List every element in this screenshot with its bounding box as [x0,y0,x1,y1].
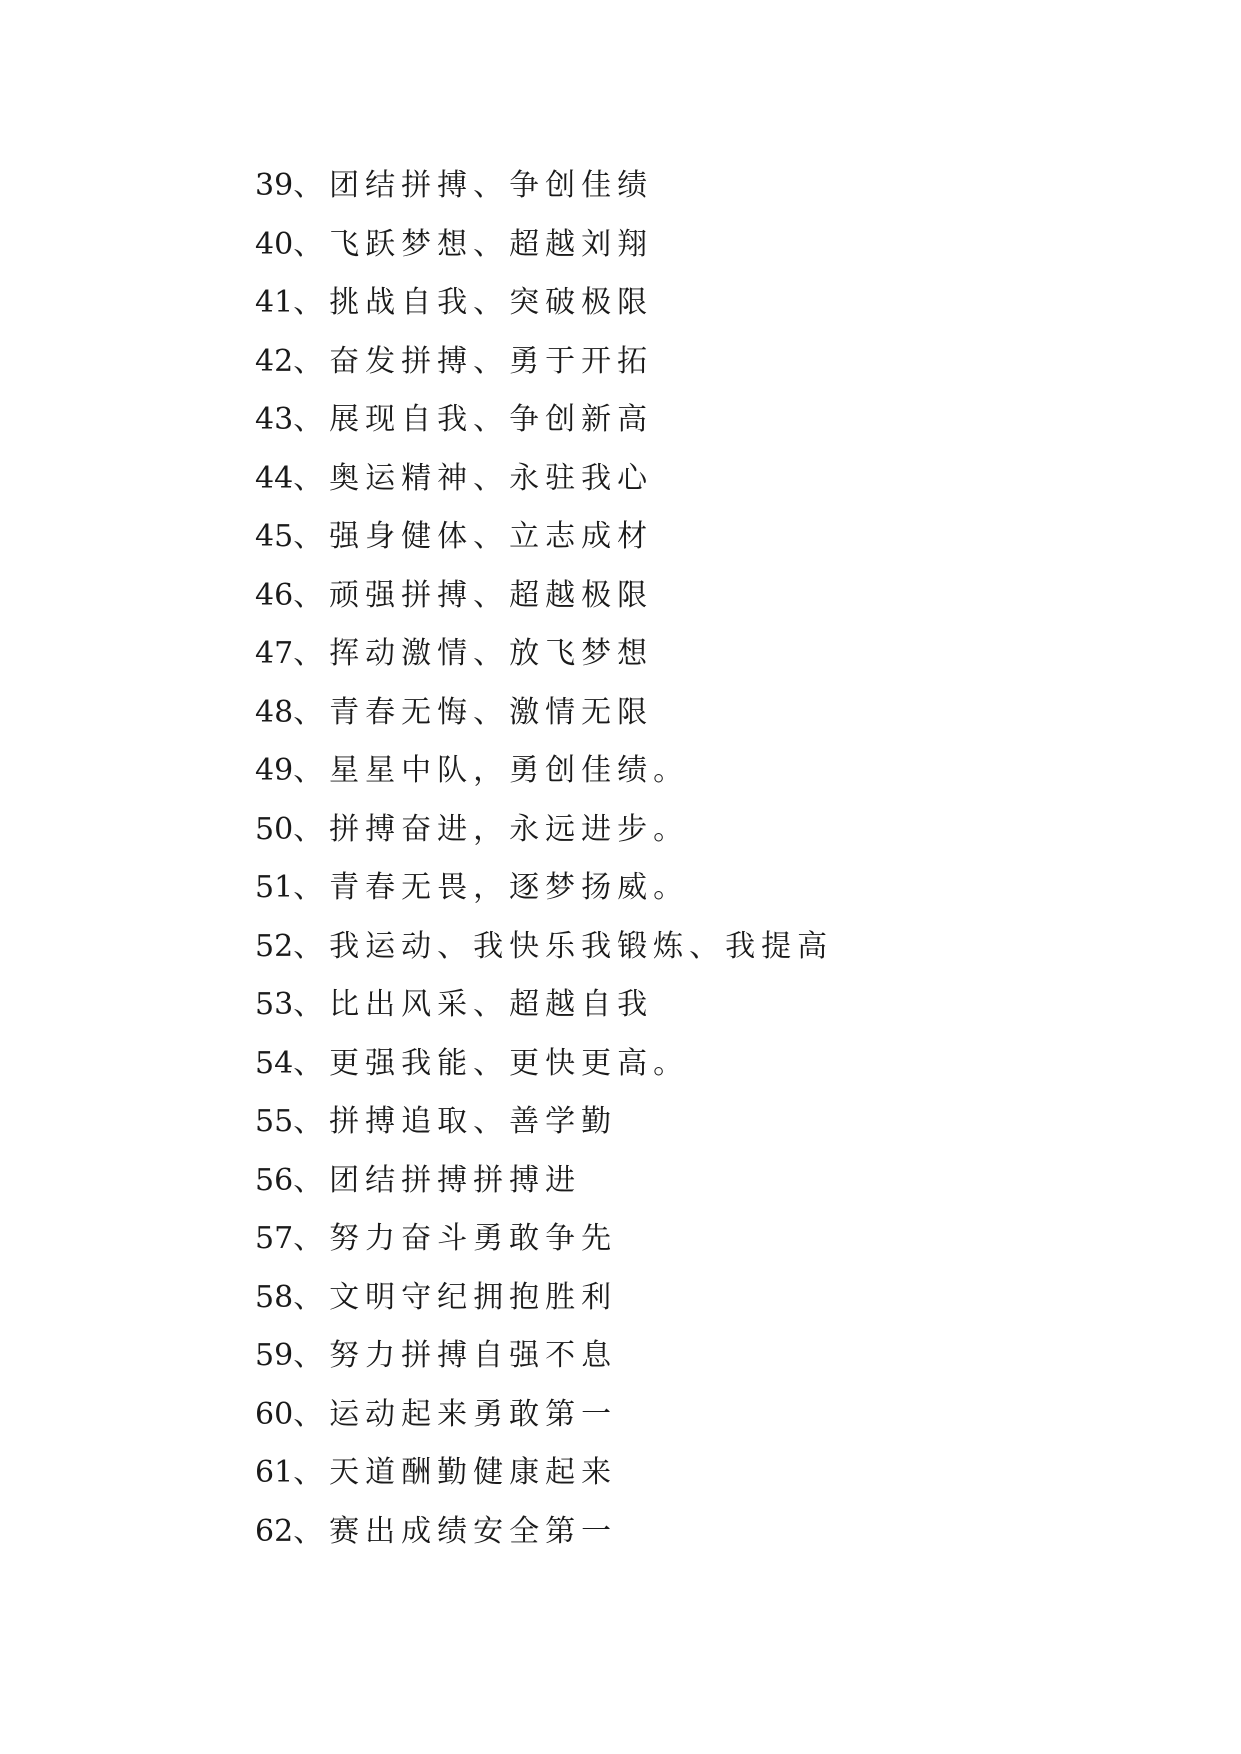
item-number: 54 [255,1045,294,1081]
item-text: 、星星中队，勇创佳绩。 [293,753,690,788]
list-item [255,216,833,275]
item-number: 45 [255,519,294,554]
item-number: 61 [255,1455,294,1490]
list-item [255,1444,833,1503]
list-item [255,1503,833,1562]
item-number: 48 [255,694,294,730]
item-number: 43 [255,402,294,437]
item-number: 58 [255,1279,294,1315]
item-number: 44 [255,460,294,496]
item-text: 、我运动、我快乐我锻炼、我提高 [293,928,834,964]
list-item [255,450,833,509]
list-item [255,859,833,918]
list-item [255,157,833,216]
item-text: 、努力拼搏自强不息 [293,1338,618,1373]
item-text: 、赛出成绩安全第一 [293,1513,618,1549]
slogan-list [255,157,833,1561]
item-text: 、文明守纪拥抱胜利 [293,1279,618,1315]
item-text: 、奋发拼搏、勇于开拓 [293,343,654,379]
item-text: 、比出风采、超越自我 [293,987,654,1022]
item-text: 、挥动激情、放飞梦想 [293,636,654,671]
item-text: 、强身健体、立志成材 [293,519,654,554]
item-text: 、青春无畏，逐梦扬威。 [293,870,690,905]
list-item [255,274,833,333]
item-number: 47 [255,636,294,671]
item-text: 、拼搏追取、善学勤 [293,1104,618,1139]
item-number: 39 [255,168,294,203]
list-item [255,391,833,450]
item-text: 、更强我能、更快更高。 [293,1045,690,1081]
item-text: 、团结拼搏、争创佳绩 [293,168,654,203]
item-number: 50 [255,811,294,847]
item-text: 、青春无悔、激情无限 [293,694,654,730]
list-item [255,1093,833,1152]
list-item [255,1386,833,1445]
item-number: 51 [255,870,294,905]
item-text: 、运动起来勇敢第一 [293,1396,618,1432]
item-number: 59 [255,1338,294,1373]
list-item [255,508,833,567]
item-text: 、努力奋斗勇敢争先 [293,1221,618,1256]
item-text: 、团结拼搏拼搏进 [293,1162,582,1198]
list-item [255,684,833,743]
item-text: 、挑战自我、突破极限 [293,285,654,320]
list-item [255,1152,833,1211]
list-item [255,1210,833,1269]
item-text: 、展现自我、争创新高 [293,402,654,437]
list-item [255,918,833,977]
item-number: 53 [255,987,294,1022]
list-item [255,1327,833,1386]
item-text: 、顽强拼搏、超越极限 [293,577,654,613]
item-number: 62 [255,1513,294,1549]
item-number: 40 [255,226,294,262]
list-item [255,801,833,860]
item-number: 49 [255,753,294,788]
item-number: 57 [255,1221,294,1256]
item-number: 55 [255,1104,294,1139]
item-number: 60 [255,1396,294,1432]
item-text: 、天道酬勤健康起来 [293,1455,618,1490]
list-item [255,333,833,392]
item-number: 56 [255,1162,294,1198]
list-item [255,625,833,684]
item-number: 52 [255,928,294,964]
list-item [255,742,833,801]
item-text: 、奥运精神、永驻我心 [293,460,654,496]
item-text: 、拼搏奋进，永远进步。 [293,811,690,847]
list-item [255,1269,833,1328]
item-number: 41 [255,285,294,320]
list-item [255,567,833,626]
list-item [255,976,833,1035]
list-item [255,1035,833,1094]
item-text: 、飞跃梦想、超越刘翔 [293,226,654,262]
item-number: 42 [255,343,294,379]
item-number: 46 [255,577,294,613]
